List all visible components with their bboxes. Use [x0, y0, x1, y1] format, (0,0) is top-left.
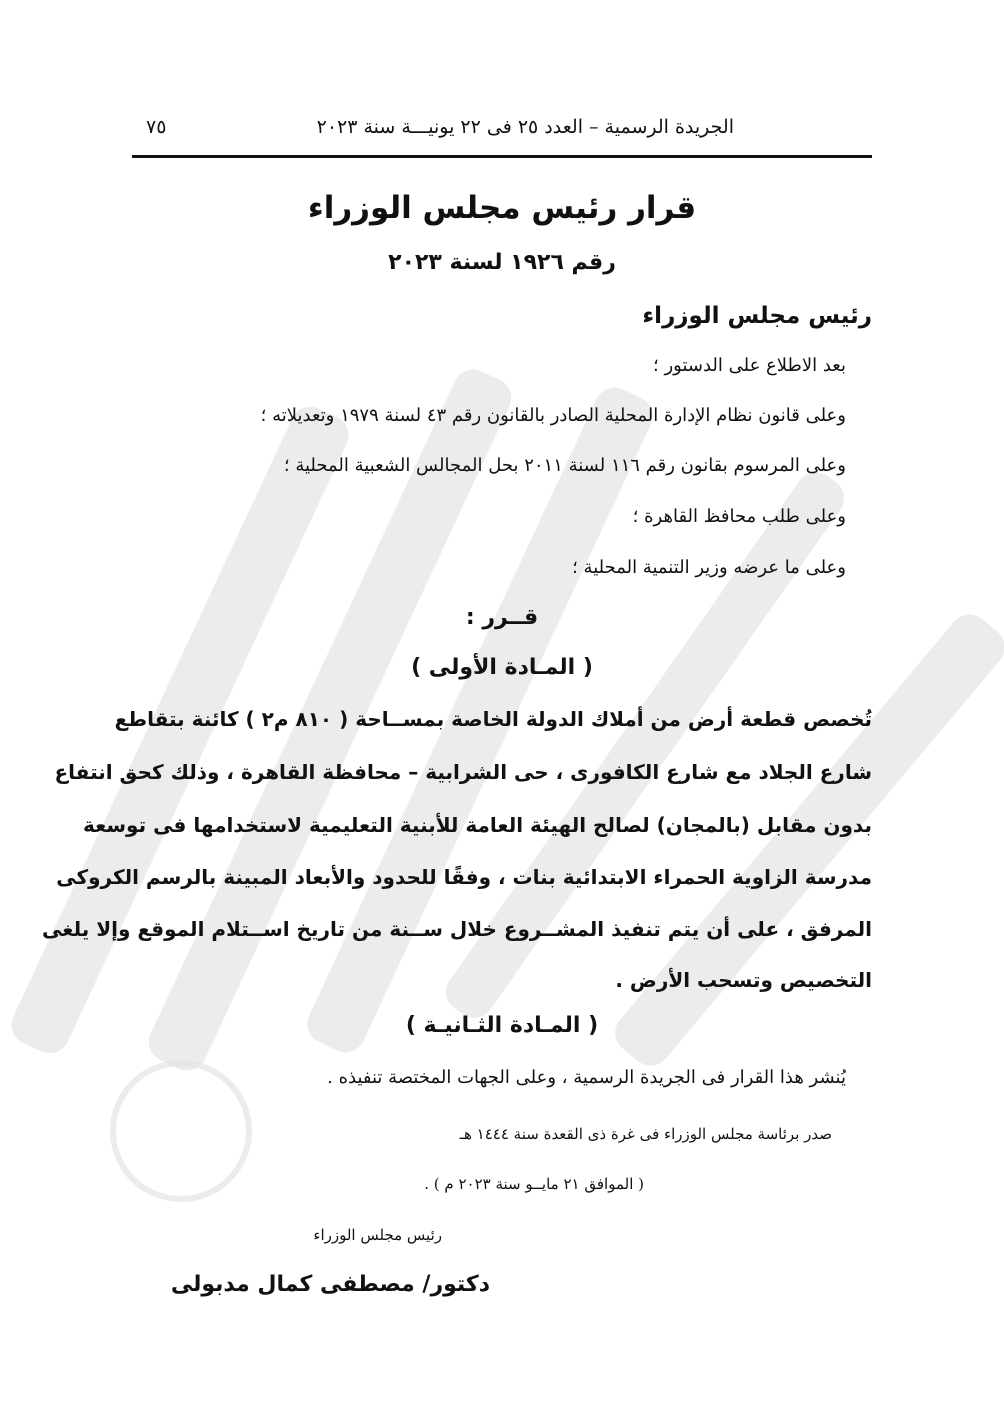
preamble-line: وعلى طلب محافظ القاهرة ؛	[632, 506, 846, 527]
decree-number: رقم ١٩٢٦ لسنة ٢٠٢٣	[388, 250, 616, 275]
article-1-line: تُخصص قطعة أرض من أملاك الدولة الخاصة بمســاحة ( ٨١٠ م٢ ) كائنة بتقاطع	[114, 707, 872, 731]
preamble-line: وعلى المرسوم بقانون رقم ١١٦ لسنة ٢٠١١ بحل المجالس الشعبية المحلية ؛	[283, 455, 846, 476]
article-2-heading: ( المـادة الثـانيـة )	[405, 1013, 599, 1038]
issuer-heading: رئيس مجلس الوزراء	[642, 303, 872, 329]
signatory-role: رئيس مجلس الوزراء	[313, 1226, 442, 1244]
article-1-heading: ( المـادة الأولى )	[411, 655, 593, 680]
corresponding-date: ( الموافق ٢١ مايــو سنة ٢٠٢٣ م ) .	[424, 1175, 644, 1193]
signatory-name: دكتور/ مصطفى كمال مدبولى	[170, 1272, 490, 1297]
issued-line: صدر برئاسة مجلس الوزراء فى غرة ذى القعدة سنة ١٤٤٤ هـ	[459, 1125, 832, 1143]
article-1-line: المرفق ، على أن يتم تنفيذ المشــروع خلال ســنة من تاريخ اســتلام الموقع وإلا يلغى	[42, 917, 872, 941]
preamble-line: وعلى ما عرضه وزير التنمية المحلية ؛	[572, 557, 846, 578]
preamble-line: وعلى قانون نظام الإدارة المحلية الصادر بالقانون رقم ٤٣ لسنة ١٩٧٩ وتعديلاته ؛	[260, 405, 846, 426]
article-1-line: بدون مقابل (بالمجان) لصالح الهيئة العامة للأبنية التعليمية لاستخدامها فى توسعة	[82, 813, 872, 837]
journal-header: الجريدة الرسمية – العدد ٢٥ فى ٢٢ يونيـــة سنة ٢٠٢٣	[316, 116, 734, 138]
article-1-line: مدرسة الزاوية الحمراء الابتدائية بنات ، وفقًا للحدود والأبعاد المبينة بالرسم الكروكى	[56, 865, 872, 889]
preamble-line: بعد الاطلاع على الدستور ؛	[653, 355, 846, 376]
page-title: قرار رئيس مجلس الوزراء	[307, 190, 697, 226]
article-2-text: يُنشر هذا القرار فى الجريدة الرسمية ، وعلى الجهات المختصة تنفيذه .	[327, 1067, 846, 1088]
article-1-line: شارع الجلاد مع شارع الكافورى ، حى الشرابية – محافظة القاهرة ، وذلك كحق انتفاع	[54, 760, 872, 784]
article-1-line: التخصيص وتسحب الأرض .	[615, 968, 872, 992]
header-rule	[132, 155, 872, 158]
decided-heading: قــرر :	[465, 605, 539, 630]
page-number: ٧٥	[146, 116, 167, 138]
